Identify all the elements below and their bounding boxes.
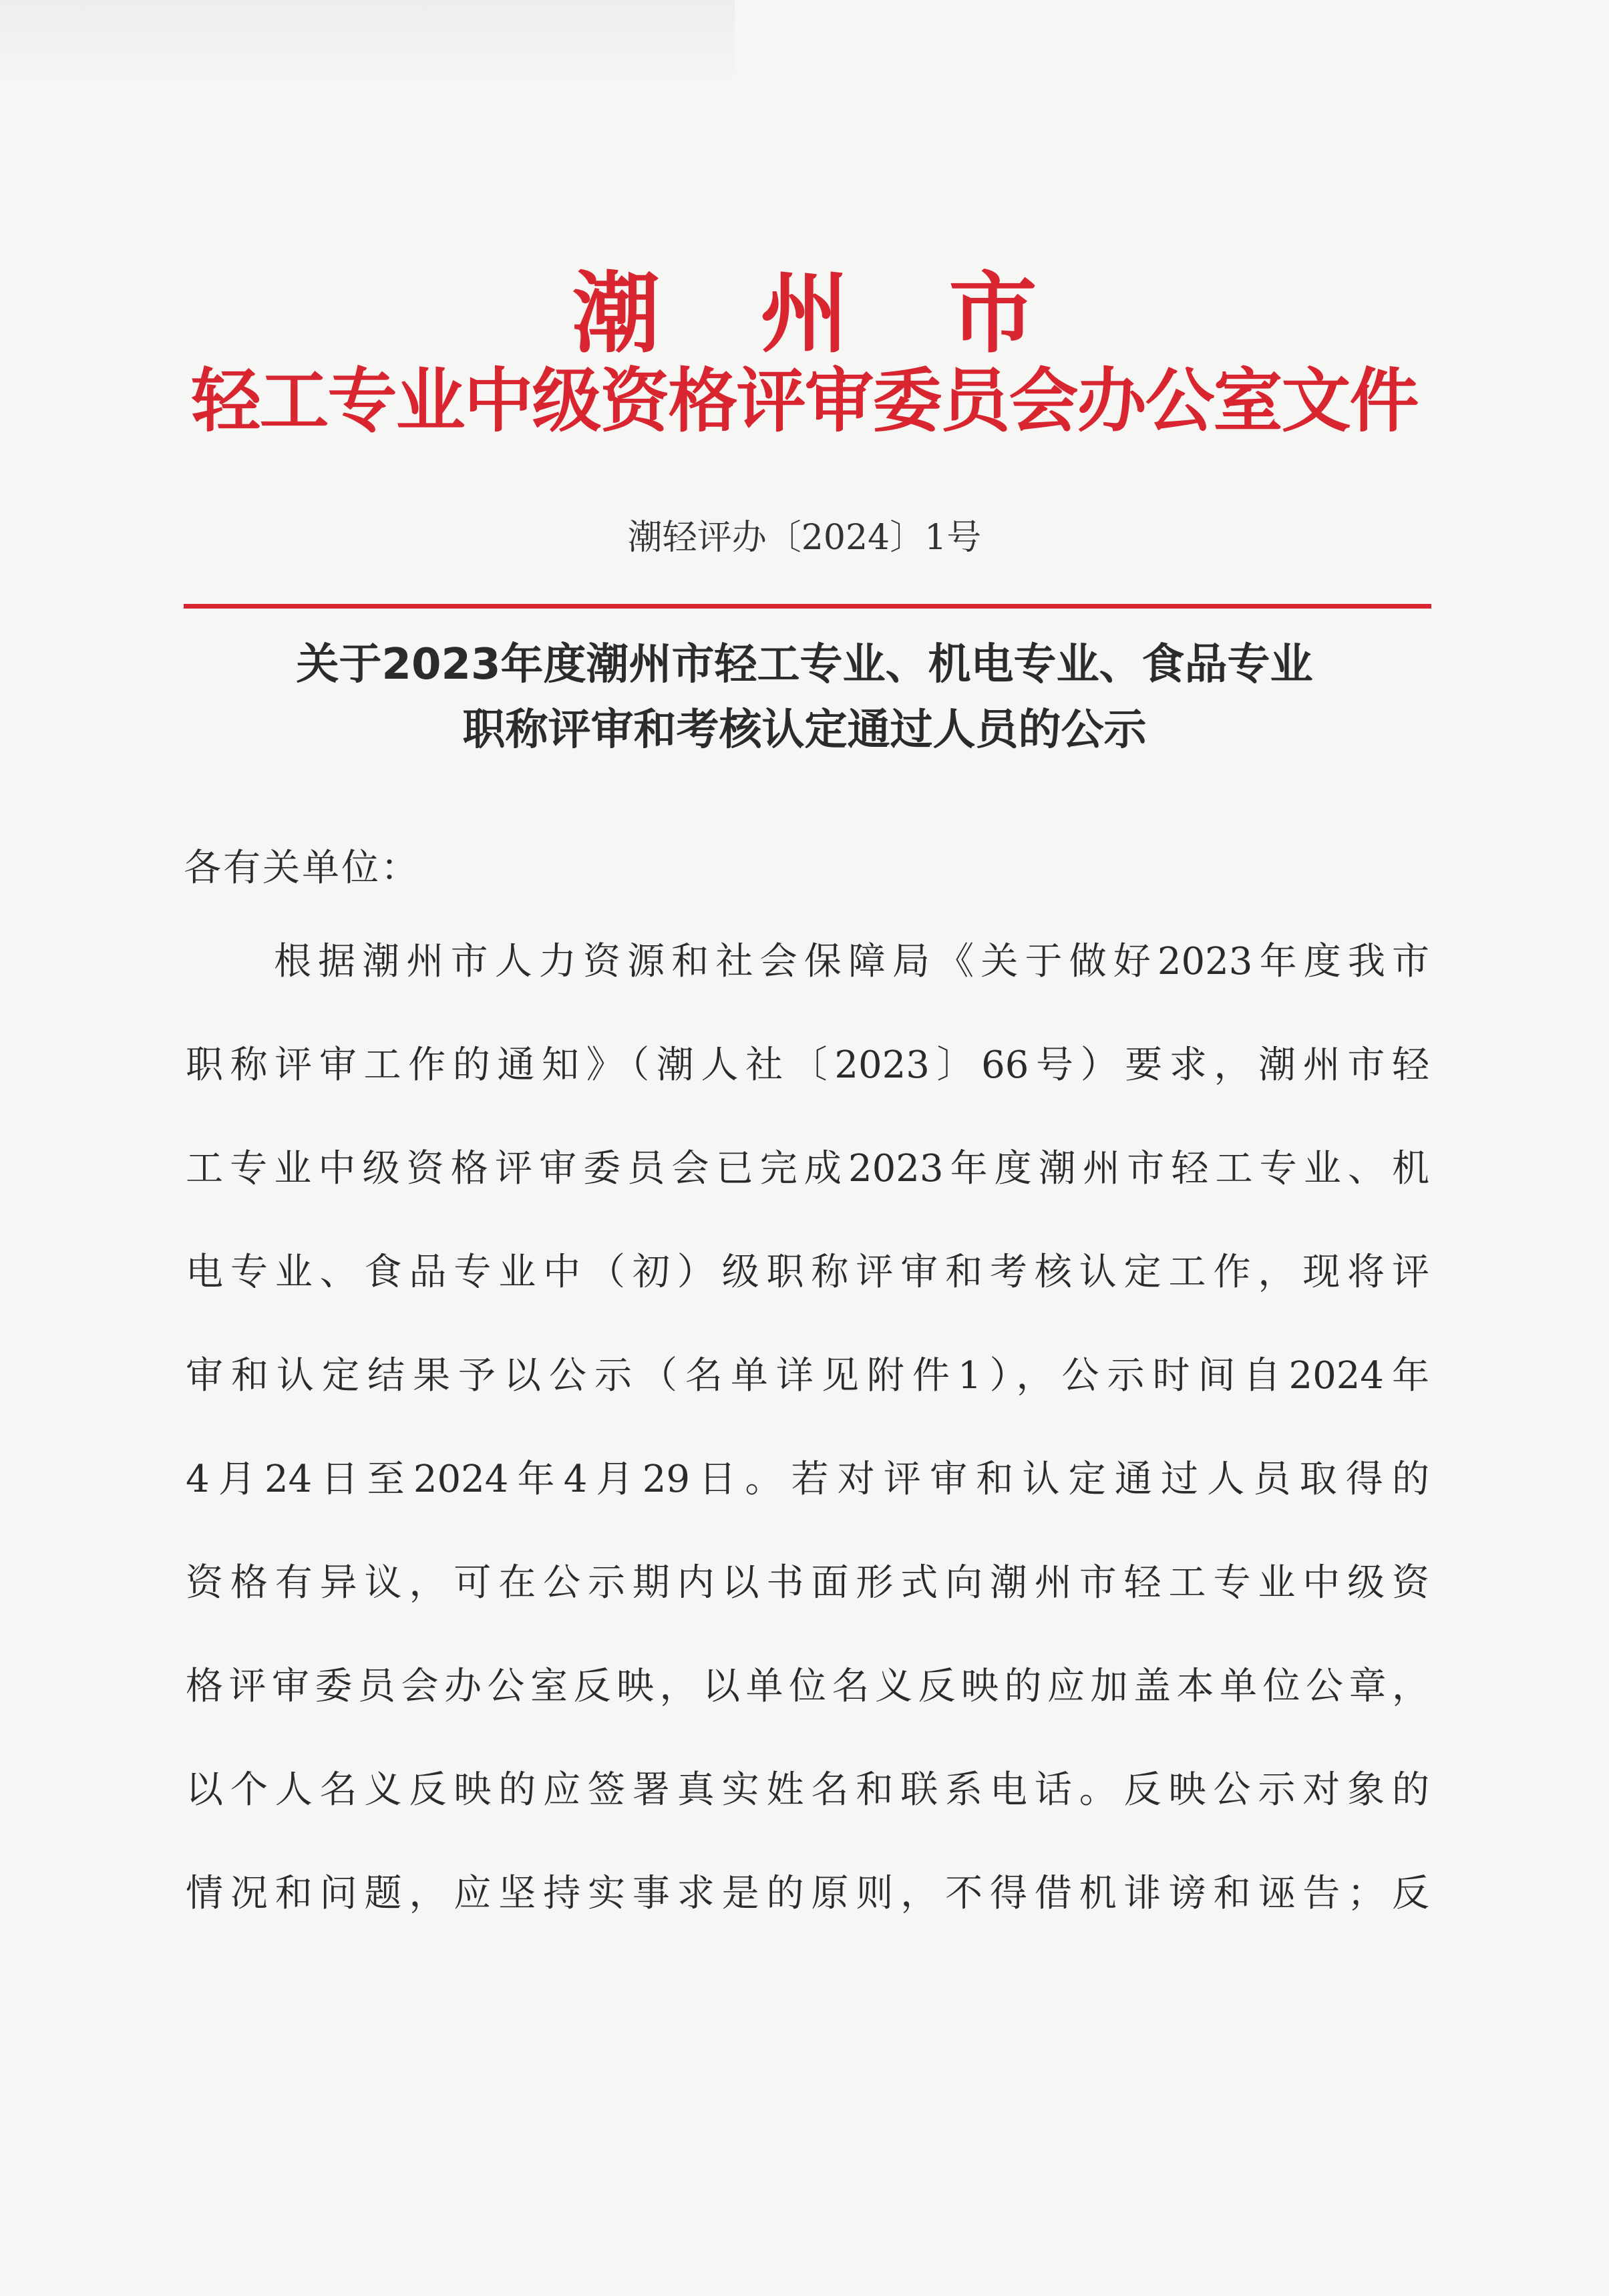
body-line: 审和认定结果予以公示（名单详见附件1），公示时间自2024年 bbox=[186, 1354, 1429, 1398]
issuer-city: 潮州市 bbox=[572, 263, 1137, 365]
body-line: 以个人名义反映的应签署真实姓名和联系电话。反映公示对象的 bbox=[186, 1768, 1429, 1812]
body-line: 情况和问题，应坚持实事求是的原则，不得借机诽谤和诬告；反 bbox=[186, 1872, 1429, 1915]
notice-title-line-2: 职称评审和考核认定通过人员的公示 bbox=[462, 705, 1147, 755]
body-line: 电专业、食品专业中（初）级职称评审和考核认定工作，现将评 bbox=[186, 1251, 1429, 1294]
body-line: 4月24日至2024年4月29日。若对评审和认定通过人员取得的 bbox=[186, 1458, 1429, 1501]
body-line: 资格有异议，可在公示期内以书面形式向潮州市轻工专业中级资 bbox=[186, 1561, 1429, 1605]
red-divider-line bbox=[184, 604, 1431, 609]
body-line: 格评审委员会办公室反映，以单位名义反映的应加盖本单位公章， bbox=[186, 1665, 1429, 1708]
notice-title-line-1: 关于2023年度潮州市轻工专业、机电专业、食品专业 bbox=[296, 640, 1313, 689]
body-line: 职称评审工作的通知》（潮人社〔2023〕66号）要求，潮州市轻 bbox=[186, 1043, 1429, 1087]
issuer-office-title: 轻工专业中级资格评审委员会办公室文件 bbox=[191, 360, 1418, 442]
scan-artifact bbox=[0, 0, 735, 87]
salutation: 各有关单位： bbox=[184, 846, 420, 890]
body-line: 工专业中级资格评审委员会已完成2023年度潮州市轻工专业、机 bbox=[186, 1147, 1429, 1190]
body-line: 根据潮州市人力资源和社会保障局《关于做好2023年度我市 bbox=[274, 940, 1429, 983]
document-number: 潮轻评办〔2024〕1号 bbox=[627, 518, 982, 558]
